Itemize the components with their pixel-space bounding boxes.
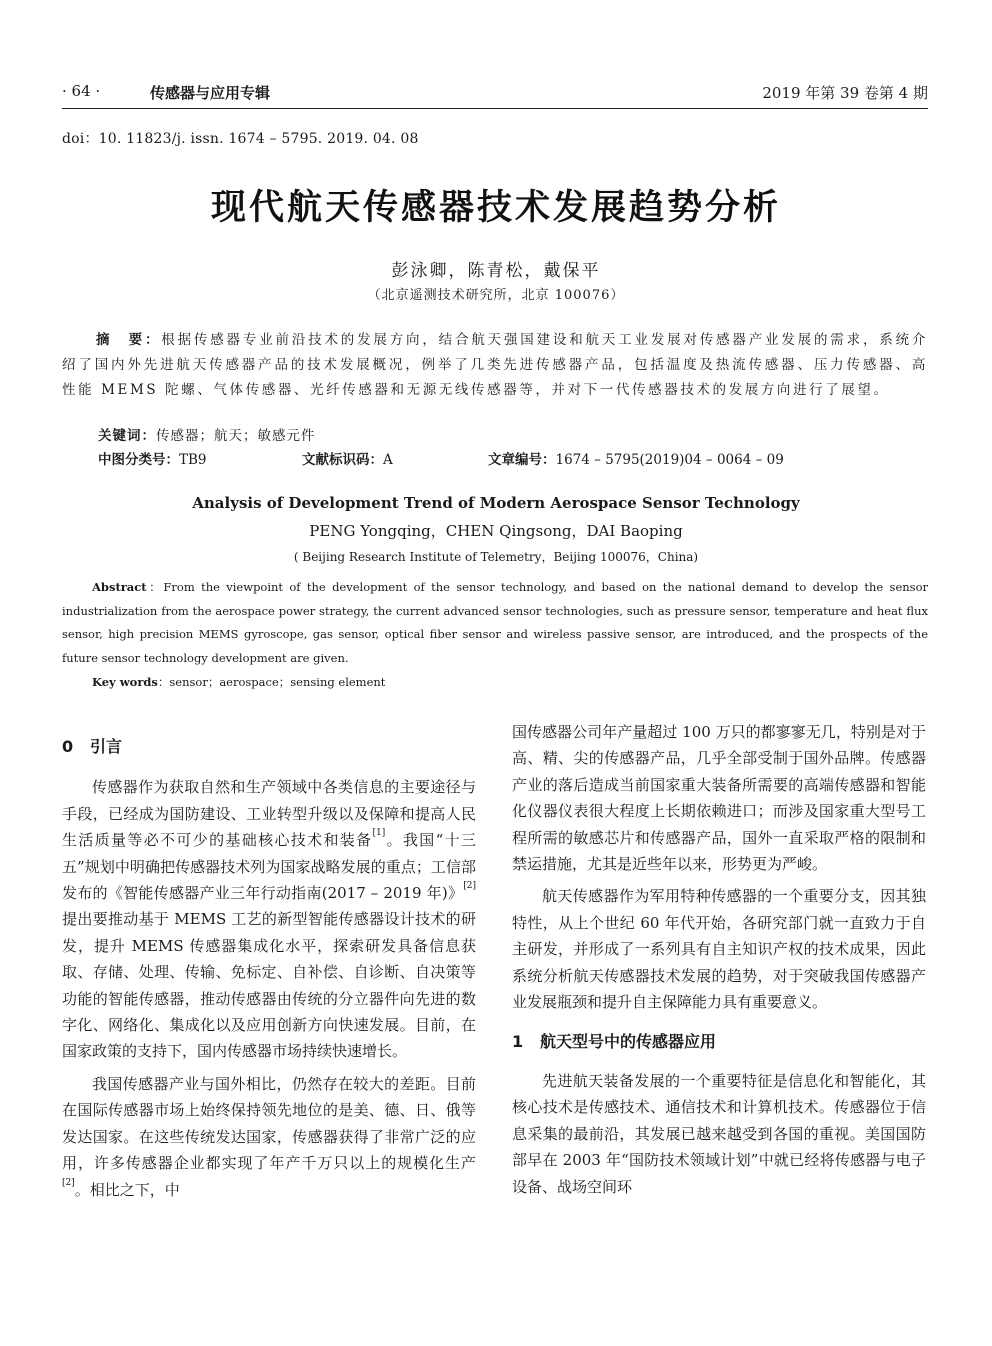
paragraph: 国传感器公司年产量超过 100 万只的都寥寥无几，特别是对于高、精、尖的传感器产品，几乎全部受制于国外品牌。传感器产业的落后造成当前国家重大装备所需要的高端传感器和智能化仪器仪表很大程度上长期依赖进口；而涉及国家重大型号工程所需的敏感芯片和传感器产品，国外一直采取严格的限制和禁运措施，尤其是近些年以来，形势更为严峻。: [512, 723, 926, 874]
abstract-en-text: ：From the viewpoint of the development of the sensor technology, and based on the national demand to develop the sensor industrialization from the aerospace power strategy, the current advanced sensor technologies, such as pressure sensor, temperature and heat flux sensor, high precision MEMS gyroscope, gas sensor, optical fiber sensor and wireless passive sensor, are introduced, and the prospects of the future sensor technology development are given.: [62, 580, 928, 665]
keywords-en-label: Key words: [92, 675, 158, 689]
section-title: 航天型号中的传感器应用: [540, 1032, 717, 1052]
left-column: [62, 734, 476, 1203]
keywords-cn: [98, 424, 316, 444]
doc-label: 文献标识码：: [302, 452, 383, 468]
paragraph-text: 我国传感器产业与国外相比，仍然存在较大的差距。目前在国际传感器市场上始终保持领先地位的是美、德、日、俄等发达国家。在这些传统发达国家，传感器获得了非常广泛的应用，许多传感器企业都实现了年产千万只以上的规模化生产: [62, 1074, 476, 1173]
doc-code: [302, 448, 393, 468]
keywords-text: 传感器；航天；敏感元件: [156, 428, 316, 444]
abstract-en: [62, 576, 928, 670]
paper-title-en: Analysis of Development Trend of Modern Aerospace Sensor Technology: [192, 494, 800, 512]
authors-en: PENG Yongqing，CHEN Qingsong，DAI Baoping: [309, 522, 683, 540]
section-heading-1: [512, 1029, 926, 1055]
abstract-cn: [62, 328, 928, 403]
authors: 彭泳卿，陈青松，戴保平: [391, 261, 601, 281]
page-number: · 64 ·: [62, 82, 101, 100]
paragraph-text: 。我国“十三五”规划中明确把传感器技术列为国家战略发展的重点；工信部发布的《智能传感器产业三年行动指南(2017 – 2019 年)》: [62, 831, 476, 903]
paragraph: 先进航天装备发展的一个重要特征是信息化和智能化，其核心技术是传感技术、通信技术和计算机技术。传感器位于信息采集的最前沿，其发展已越来越受到各国的重视。美国国防部早在 2003 年“国防技术领域计划”中就已经将传感器与电子设备、战场空间环: [512, 1071, 926, 1196]
paper-title: 现代航天传感器技术发展趋势分析: [210, 188, 781, 228]
citation: [2]: [62, 1177, 75, 1188]
abstract-text: 根据传感器专业前沿技术的发展方向，结合航天强国建设和航天工业发展对传感器产业发展的需求，系统介绍了国内外先进航天传感器产品的技术发展概况，例举了几类先进传感器产品，包括温度及热流传感器、压力传感器、高性能 MEMS 陀螺、气体传感器、光纤传感器和无源无线传感器等，并对下一代传感器技术的发展方向进行了展望。: [62, 332, 928, 398]
doc-value: A: [383, 452, 393, 468]
doi: doi：10. 11823/j. issn. 1674 – 5795. 2019. 04. 08: [62, 131, 419, 147]
section-number: 0: [62, 737, 74, 756]
journal-section-name: 传感器与应用专辑: [150, 84, 271, 102]
citation: [2]: [463, 881, 476, 892]
paragraph-text: 。相比之下，中: [74, 1180, 180, 1199]
clc-code: [98, 448, 207, 468]
abstract-label: 摘 要：: [96, 332, 162, 348]
paragraph: [62, 774, 476, 1064]
section-title: 引言: [90, 737, 123, 756]
keywords-en: [92, 674, 385, 690]
paragraph-text: 提出要推动基于 MEMS 工艺的新型智能传感器设计技术的研发，提升 MEMS 传感器集成化水平，探索研发具备信息获取、存储、处理、传输、免标定、自补偿、自诊断、自决策等功能的智能传感器，推动传感器由传统的分立器件向先进的数字化、网络化、集成化以及应用创新方向快速发展。目前，在国家政策的支持下，国内传感器市场持续快速增长。: [62, 910, 476, 1061]
article-number: [488, 448, 784, 468]
right-column: [512, 719, 926, 1200]
clc-label: 中图分类号：: [98, 452, 179, 468]
article-label: 文章编号：: [488, 452, 556, 468]
clc-value: TB9: [179, 452, 207, 468]
running-header: [62, 82, 928, 104]
affiliation: （北京遥测技术研究所，北京 100076）: [367, 288, 625, 303]
section-number: 1: [512, 1032, 524, 1052]
header-rule: [62, 108, 928, 109]
citation: [1]: [372, 828, 386, 839]
section-heading-0: [62, 734, 476, 760]
issue-info: 2019 年第 39 卷第 4 期: [762, 84, 928, 102]
keywords-label: 关键词：: [98, 428, 156, 444]
paragraph: [62, 1071, 476, 1203]
affiliation-en: ( Beijing Research Institute of Telemetry，Beijing 100076，China): [293, 550, 699, 564]
abstract-en-label: Abstract: [92, 580, 147, 594]
article-value: 1674 – 5795(2019)04 – 0064 – 09: [555, 452, 784, 468]
keywords-en-text: ：sensor；aerospace；sensing element: [157, 675, 386, 689]
paragraph-text: 传感器作为获取自然和生产领域中各类信息的主要途径与手段，已经成为国防建设、工业转型升级以及保障和提高人民生活质量等必不可少的基础核心技术和装备: [62, 778, 476, 850]
paragraph: 航天传感器作为军用特种传感器的一个重要分支，因其独特性，从上个世纪 60 年代开始，各研究部门就一直致力于自主研发，并形成了一系列具有自主知识产权的技术成果，因此系统分析航天传感器技术发展的趋势，对于突破我国传感器产业发展瓶颈和提升自主保障能力具有重要意义。: [512, 887, 926, 1012]
classification-line: [98, 448, 928, 468]
